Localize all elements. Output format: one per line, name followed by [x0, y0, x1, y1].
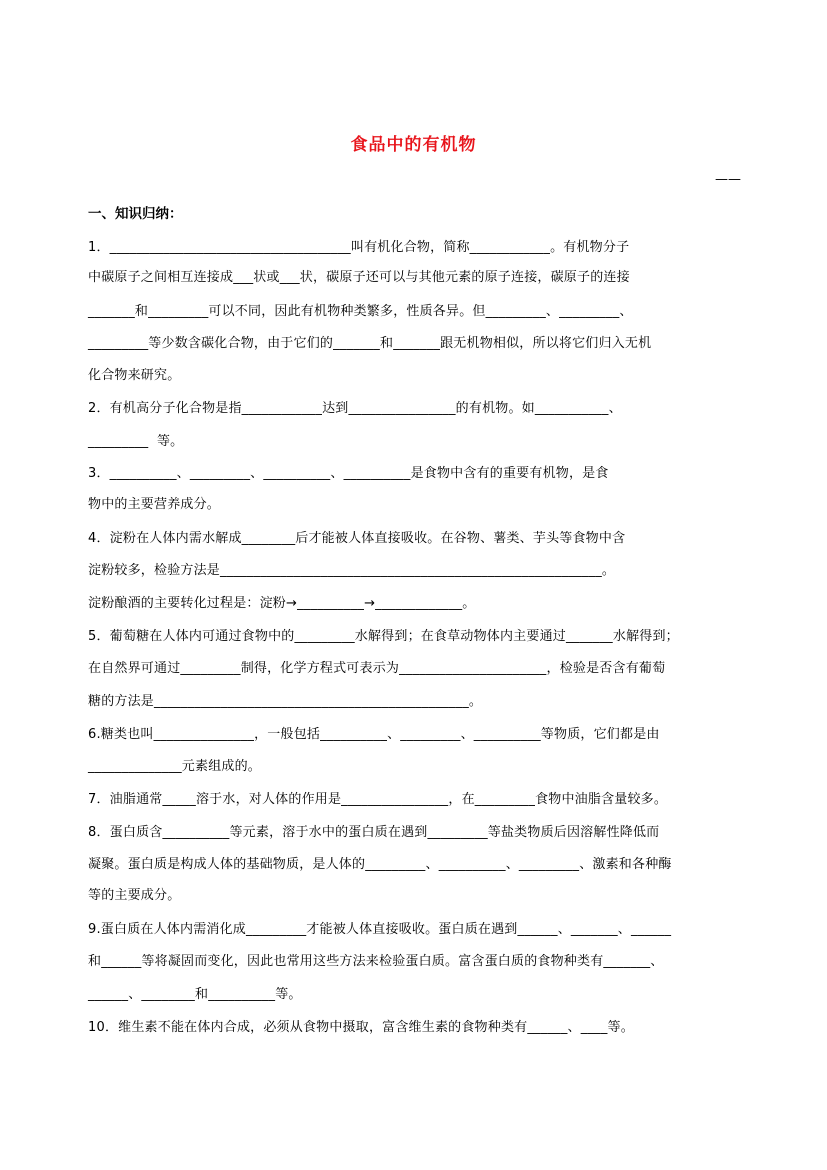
text-line: 等的主要成分。 — [88, 888, 181, 903]
text-line: 3．__________、_________、__________、__________是食物中含有的重要有机物，是食 — [88, 466, 609, 481]
text-line: 8．蛋白质含__________等元素，溶于水中的蛋白质在遇到_________等盐类物质后因溶解性降低而 — [88, 825, 660, 840]
text-line: 化合物来研究。 — [88, 368, 181, 383]
section-heading: 一、知识归纳： — [88, 206, 183, 222]
text-line: ______、________和__________等。 — [88, 987, 302, 1002]
text-line: 凝聚。蛋白质是构成人体的基础物质，是人体的_________、__________、_________、激素和各种酶 — [88, 857, 672, 872]
text-line: 6.糖类也叫_______________，一般包括__________、_________、__________等物质，它们都是由 — [88, 727, 660, 742]
text-line: 和______等将凝固而变化，因此也常用这些方法来检验蛋白质。富含蛋白质的食物种类有_______、 — [88, 954, 664, 969]
text-line: 淀粉酿酒的主要转化过程是：淀粉→__________→_____________。 — [88, 596, 476, 611]
top-mark: —— — [715, 172, 741, 187]
text-line: 淀粉较多，检验方法是_________________________________________________________。 — [88, 563, 616, 578]
text-line: 5．葡萄糖在人体内可通过食物中的_________水解得到；在食草动物体内主要通过_______水解得到； — [88, 629, 679, 644]
text-line: 中碳原子之间相互连接成___状或___状，碳原子还可以与其他元素的原子连接，碳原子的连接 — [88, 270, 630, 285]
text-line: _______和_________可以不同，因此有机物种类繁多，性质各异。但_________、_________、 — [88, 304, 633, 319]
text-line: 糖的方法是_______________________________________________。 — [88, 694, 483, 709]
text-line: ______________元素组成的。 — [88, 759, 262, 774]
text-line: 2．有机高分子化合物是指____________达到________________的有机物。如___________、 — [88, 401, 622, 416]
text-line: 7．油脂通常_____溶于水，对人体的作用是________________，在_________食物中油脂含量较多。 — [88, 792, 668, 807]
text-line: 1．____________________________________叫有机化合物，简称____________。有机物分子 — [88, 240, 630, 255]
text-line: 物中的主要营养成分。 — [88, 497, 221, 512]
text-line: 10．维生素不能在体内合成，必须从食物中摄取，富含维生素的食物种类有______、____等。 — [88, 1020, 634, 1035]
text-line: 在自然界可通过_________制得，化学方程式可表示为______________________，检验是否含有葡萄 — [88, 661, 666, 676]
text-line: 4．淀粉在人体内需水解成________后才能被人体直接吸收。在谷物、薯类、芋头等食物中含 — [88, 531, 626, 546]
text-line: _________等少数含碳化合物，由于它们的_______和_______跟无机物相似，所以将它们归入无机 — [88, 336, 652, 351]
text-line: 9.蛋白质在人体内需消化成_________才能被人体直接吸收。蛋白质在遇到______、_______、______ — [88, 922, 672, 937]
page-title: 食品中的有机物 — [350, 135, 477, 155]
text-line: _________ 等。 — [88, 434, 184, 449]
